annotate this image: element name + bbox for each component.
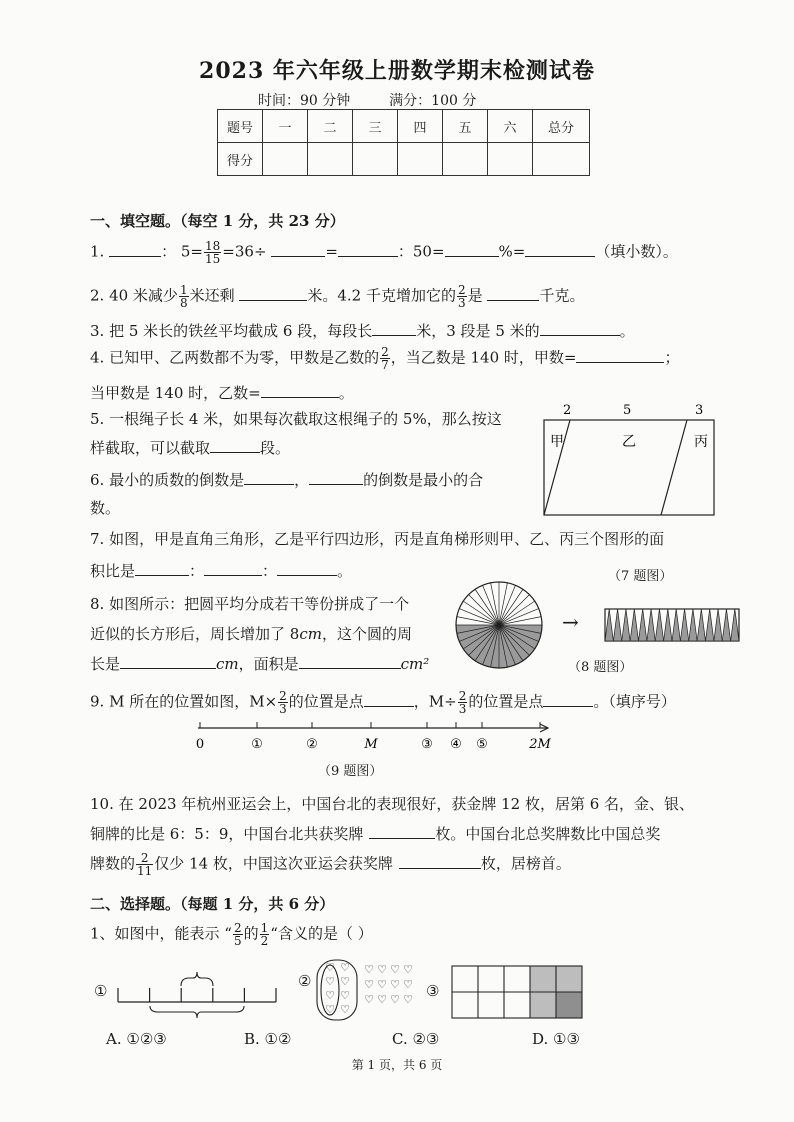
fig9-label: ③ (421, 737, 433, 752)
q10-text: 枚。中国台北总奖牌数比中国总奖 (435, 825, 661, 843)
q10-blank-1[interactable] (369, 824, 435, 839)
fig7-top-label: 5 (623, 403, 632, 418)
fig7-top-label: 3 (695, 403, 704, 418)
q2-blank-1[interactable] (239, 286, 307, 301)
fig7-caption: （7 题图） (608, 569, 673, 584)
fig8-tooth (647, 609, 655, 641)
q6-blank-1[interactable] (244, 470, 294, 485)
question-8-line2 (90, 623, 412, 644)
score-input-cell[interactable] (488, 143, 533, 176)
score-input-cell[interactable] (443, 143, 488, 176)
fig8-tooth (605, 609, 613, 641)
fig9-label: 0 (195, 737, 205, 752)
heart-icon: ♡ (340, 1003, 350, 1016)
heart-icon: ♡ (340, 975, 350, 988)
fig9-ticks (200, 722, 540, 728)
q4-text: ，当乙数是 140 时，甲数= (390, 348, 577, 367)
question-10: 10. 在 2023 年杭州亚运会上，中国台北的表现很好，获金牌 12 枚，居第 6 名，金、银、 (90, 795, 695, 813)
q6-blank-2[interactable] (309, 470, 363, 485)
heart-icon: ♡ (377, 993, 387, 1006)
fig8-tooth (697, 609, 705, 641)
exam-meta (258, 90, 476, 110)
score-table-header-row (218, 110, 590, 143)
q1-text: ：50= (397, 242, 445, 261)
q7-blank-1[interactable] (135, 561, 189, 576)
q10-text: 牌数的 (90, 854, 136, 873)
fig1-top-brace (181, 972, 213, 986)
q5-text: 段。 (260, 439, 291, 457)
q1-blank-1[interactable] (109, 242, 161, 257)
score-input-cell[interactable] (263, 143, 308, 176)
fig8-tooth (639, 609, 647, 641)
s2q1-text: 的 (243, 924, 259, 943)
q3-text: 。 (619, 322, 635, 340)
fig9-label: 2M (529, 737, 551, 752)
q9-blank-1[interactable] (364, 692, 414, 707)
fig8-tooth (672, 609, 680, 641)
score-cell: 二 (308, 110, 353, 143)
fig9-label: ④ (450, 737, 462, 752)
figure-3-label: ③ (426, 982, 440, 1000)
fig9-label: ② (306, 737, 318, 752)
score-cell: 四 (398, 110, 443, 143)
score-input-cell[interactable] (398, 143, 443, 176)
q2-text: 千克。 (539, 286, 585, 305)
score-cell: 总分 (533, 110, 590, 143)
q8-text: 长是 (90, 655, 121, 673)
score-cell: 三 (353, 110, 398, 143)
q4-fraction: $\frac{2}{7}$ (381, 345, 389, 372)
s2q1-fraction-1: $\frac{2}{5}$ (233, 921, 242, 948)
score-table-score-row (218, 143, 590, 176)
q7-text: 。 (337, 562, 353, 580)
q1-fraction: $\frac{18}{15}$ (205, 239, 221, 266)
q8-text: ，面积是 (238, 655, 299, 673)
q10-text: 仅少 14 枚，中国这次亚运会获奖牌 (154, 854, 393, 873)
fig8-tooth (613, 609, 621, 641)
page-footer: 第 1 页，共 6 页 (351, 1058, 443, 1072)
q10-text: 枚，居榜首。 (480, 854, 571, 873)
fig1-bottom-brace (150, 1006, 244, 1018)
question-4-line2 (90, 382, 354, 403)
q9-text: 的位置是点 (288, 692, 364, 711)
section2-question-1 (90, 922, 373, 947)
fig9-caption: （9 题图） (318, 764, 383, 779)
question-10-line3 (90, 852, 571, 877)
q3-text: 3. 把 5 米长的铁丝平均截成 6 段，每段长 (90, 322, 373, 340)
q6-text: 的倒数是最小的合 (363, 471, 484, 489)
score-label: 满分：100 分 (389, 93, 477, 109)
score-input-cell[interactable] (308, 143, 353, 176)
figure-1-label: ① (94, 982, 108, 1000)
s2q1-fraction-2: $\frac{1}{2}$ (260, 921, 269, 948)
q9-text: 。（填序号） (593, 692, 676, 711)
q9-fraction-1: $\frac{2}{3}$ (279, 689, 287, 716)
figure-1-segment (114, 966, 280, 1022)
fig9-label: ⑤ (476, 737, 488, 752)
fig9-number-line (190, 718, 560, 758)
q3-blank-2[interactable] (540, 321, 620, 336)
heart-icon: ♡ (325, 975, 335, 988)
fig8-caption: （8 题图） (568, 660, 633, 675)
fig8-tooth (630, 609, 638, 641)
score-cell: 五 (443, 110, 488, 143)
fig8-tooth (706, 609, 714, 641)
fig9-label: ① (251, 737, 263, 752)
score-cell: 一 (263, 110, 308, 143)
q7-blank-2[interactable] (204, 561, 262, 576)
q5-text: 样截取，可以截取 (90, 439, 211, 457)
q1-blank-3[interactable] (338, 242, 398, 257)
q1-text: =36÷ (222, 242, 267, 261)
heart-icon: ♡ (403, 993, 413, 1006)
q1-text: = (325, 242, 338, 261)
question-7-line2 (90, 560, 352, 581)
fig7-top-label: 2 (563, 403, 572, 418)
fig8-arrow-icon: → (562, 610, 579, 634)
q5-blank[interactable] (210, 438, 260, 453)
q4-text: 4. 已知甲、乙两数都不为零，甲数是乙数的 (90, 348, 380, 367)
q10-blank-2[interactable] (399, 854, 481, 869)
q8-unit: cm (216, 655, 239, 673)
time-label: 时间：90 分钟 (258, 93, 351, 109)
heart-icon: ♡ (325, 1003, 335, 1016)
question-1 (90, 240, 678, 265)
s2q1-text: 1、如图中，能表示 “ (90, 924, 232, 943)
q1-text: 5= (180, 242, 204, 261)
figure-2-hearts (314, 957, 424, 1023)
q1-number: 1. (90, 242, 105, 261)
q7-text: ： (189, 562, 205, 580)
heart-icon: ♡ (390, 978, 400, 991)
question-9 (90, 690, 676, 715)
question-4 (90, 346, 680, 371)
heart-icon: ♡ (325, 989, 335, 1002)
q10-text: 铜牌的比是 6：5：9，中国台北共获奖牌 (90, 825, 364, 843)
option-c[interactable]: C. ②③ (392, 1030, 440, 1048)
q6-text: 6. 最小的质数的倒数是 (90, 471, 245, 489)
q1-text: %= (498, 242, 526, 261)
question-5: 5. 一根绳子长 4 米，如果每次截取这根绳子的 5%，那么按这 (90, 410, 502, 428)
fig3-dark-cell (556, 992, 582, 1018)
score-cell: 题号 (218, 110, 263, 143)
score-input-cell[interactable] (533, 143, 590, 176)
q8-unit: cm² (400, 655, 430, 673)
fig8-tooth (714, 609, 722, 641)
question-2 (90, 284, 584, 309)
heart-icon: ♡ (340, 961, 350, 974)
q4-text: 当甲数是 140 时，乙数= (90, 384, 261, 402)
q4-blank-2[interactable] (261, 383, 339, 398)
figure-7 (540, 400, 720, 520)
score-table (217, 109, 590, 176)
fig8-sector-line (469, 595, 499, 625)
q2-fraction-2: $\frac{2}{3}$ (458, 283, 466, 310)
q8-unit: cm (299, 625, 322, 643)
q9-text: 9. M 所在的位置如图，M× (90, 692, 278, 711)
fig9-label: M (364, 737, 378, 752)
heart-icon: ♡ (364, 993, 374, 1006)
q9-fraction-2: $\frac{2}{3}$ (458, 689, 467, 716)
q2-text: 2. 40 米减少 (90, 286, 178, 305)
fig7-divider (661, 420, 687, 515)
question-8: 8. 如图所示：把圆平均分成若干等份拼成了一个 (90, 595, 410, 613)
q2-blank-2[interactable] (487, 286, 539, 301)
fig8-tooth (680, 609, 688, 641)
fig8-circle (452, 578, 546, 672)
q3-blank-1[interactable] (372, 321, 416, 336)
q10-fraction: $\frac{2}{11}$ (137, 851, 153, 878)
q1-text: ： (161, 242, 177, 261)
option-b[interactable]: B. ①② (244, 1030, 292, 1048)
fig8-tooth (655, 609, 663, 641)
question-7: 7. 如图，甲是直角三角形，乙是平行四边形，丙是直角梯形则甲、乙、丙三个图形的面 (90, 530, 665, 548)
s2q1-text: “含义的是（ ） (270, 924, 373, 943)
question-8-line3 (90, 653, 429, 674)
heart-icon: ♡ (325, 961, 335, 974)
q1-blank-5[interactable] (525, 242, 595, 257)
heart-icon: ♡ (340, 989, 350, 1002)
heart-icon: ♡ (364, 978, 374, 991)
q1-blank-4[interactable] (445, 242, 499, 257)
q8-blank-1[interactable] (120, 654, 216, 669)
q7-text: 积比是 (90, 562, 136, 580)
section2-heading: 二、选择题。（每题 1 分，共 6 分） (90, 895, 335, 913)
fig8-sector-line (499, 595, 529, 625)
q4-blank-1[interactable] (576, 348, 664, 363)
q8-text: ，这个圆的周 (321, 625, 412, 643)
heart-icon: ♡ (364, 963, 374, 976)
q6-text: ， (294, 471, 310, 489)
q4-text: 。 (338, 384, 354, 402)
q3-text: 米，3 段是 5 米的 (416, 322, 540, 340)
fig3-shaded-cell (530, 992, 556, 1018)
fig7-region-label: 丙 (694, 434, 708, 450)
fig8-tooth (722, 609, 730, 641)
heart-icon: ♡ (390, 963, 400, 976)
q1-blank-2[interactable] (271, 242, 325, 257)
fig1-ticks (118, 988, 276, 1002)
fig8-tooth (689, 609, 697, 641)
option-a[interactable]: A. ①②③ (106, 1030, 167, 1048)
q7-text: ： (262, 562, 278, 580)
fig7-region-label: 甲 (550, 434, 564, 450)
option-d[interactable]: D. ①③ (532, 1030, 580, 1048)
fig2-outer-ring (317, 960, 357, 1020)
fig7-region-label: 乙 (622, 434, 636, 450)
figure-2-label: ② (298, 972, 312, 990)
q9-text: ，M÷ (413, 692, 457, 711)
question-5-line2 (90, 437, 290, 458)
q7-blank-3[interactable] (277, 561, 337, 576)
figure-3-grid (450, 964, 586, 1022)
score-cell: 六 (488, 110, 533, 143)
q9-text: 的位置是点 (468, 692, 544, 711)
q8-text: 近似的长方形后，周长增加了 8 (90, 625, 300, 643)
question-6 (90, 469, 483, 490)
q9-blank-2[interactable] (543, 692, 593, 707)
q4-text: ； (664, 348, 680, 367)
heart-icon: ♡ (403, 963, 413, 976)
question-3 (90, 320, 635, 341)
q2-text: 米还剩 (189, 286, 235, 305)
question-10-line2 (90, 823, 660, 844)
heart-icon: ♡ (377, 978, 387, 991)
heart-icon: ♡ (390, 993, 400, 1006)
heart-icon: ♡ (403, 978, 413, 991)
fig8-tooth (731, 609, 739, 641)
score-input-cell[interactable] (353, 143, 398, 176)
q1-text: （填小数）。 (595, 242, 678, 261)
q2-fraction-1: $\frac{1}{8}$ (179, 283, 188, 310)
question-6-line2: 数。 (90, 499, 121, 517)
fig8-tooth (664, 609, 672, 641)
score-cell: 得分 (218, 143, 263, 176)
q8-blank-2[interactable] (299, 654, 401, 669)
page-title: 2023 年六年级上册数学期末检测试卷 (199, 58, 595, 84)
heart-icon: ♡ (377, 963, 387, 976)
q2-text: 米。4.2 千克增加它的 (307, 286, 456, 305)
section1-heading: 一、填空题。（每空 1 分，共 23 分） (90, 212, 345, 230)
fig8-rectangle (603, 605, 743, 645)
q2-text: 是 (467, 286, 483, 305)
fig8-tooth (622, 609, 630, 641)
